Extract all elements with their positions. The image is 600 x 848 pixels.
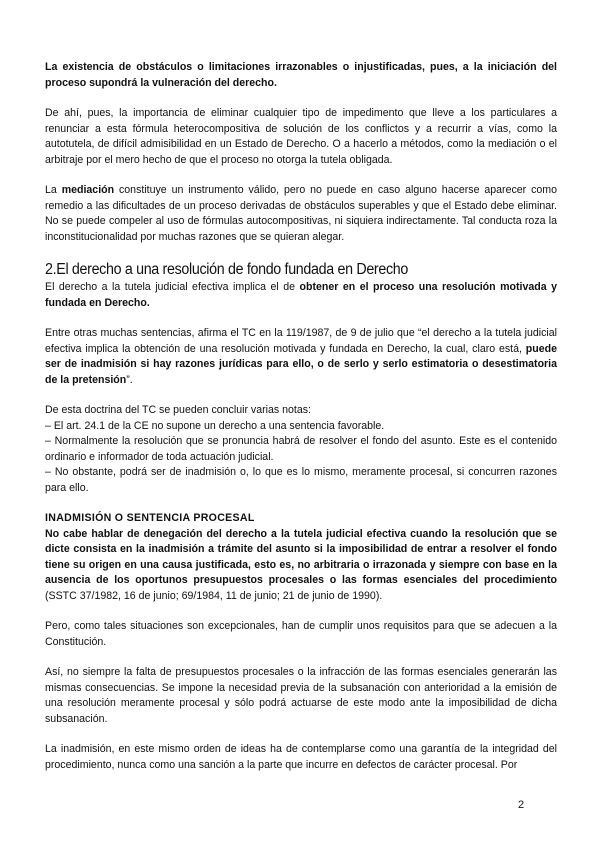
paragraph-obstacles: La existencia de obstáculos o limitaciones irrazonables o injustificadas, pues, a la iniciación del proceso supondrá la vulneración del derecho. [45, 61, 557, 89]
text-run: Entre otras muchas sentencias, afirma el TC en la 119/1987, de 9 de julio que “el derecho a la tutela judicial efectiva implica la obtención de una resolución motivada y fundada en Derecho, la cual, claro está, [45, 327, 557, 355]
note-item: – El art. 24.1 de la CE no supone un derecho a una sentencia favorable. [45, 419, 385, 432]
document-page [45, 60, 557, 773]
paragraph-subsanation: Así, no siempre la falta de presupuestos procesales o la infracción de las formas esenciales generarán las mismas consecuencias. Se impone la necesidad previa de la subsanación con anterioridad a la emisión de una resolución meramente procesal y sólo podrá actuarse de este modo ante la imposibilidad de dicha subsanación. [45, 666, 557, 725]
note-item: – Normalmente la resolución que se pronuncia habrá de resolver el fondo del asunto. Este es el contenido ordinario e informador de toda actuación judicial. [45, 435, 557, 463]
paragraph-mediation [45, 183, 557, 245]
text-run: constituye un instrumento válido, pero no puede en caso alguno hacerse aparecer como remedio a las dificultades de un proceso derivadas de obstáculos superables y que el Estado debe eliminar. No se puede compeler al uso de fórmulas autocompositivas, ni siquiera indirectamente. Tal conducta roza la inconstitucionalidad por muchas razones que se quieran alegar. [45, 184, 557, 243]
paragraph-guarantee: La inadmisión, en este mismo orden de ideas ha de contemplarse como una garantía de la integridad del procedimiento, nunca como una sanción a la parte que incurre en defectos de carácter procesal. Por [45, 743, 557, 771]
text-run: El derecho a la tutela judicial efectiva implica el de [45, 281, 300, 293]
text-run: ”. [126, 373, 133, 386]
emphasis-resolution: obtener en el proceso una resolución motivada y fundada en Derecho. [45, 281, 557, 309]
section-heading: 2.El derecho a una resolución de fondo fundada en Derecho [45, 261, 408, 278]
paragraph-requirements: Pero, como tales situaciones son excepcionales, han de cumplir unos requisitos para que se adecuen a la Constitución. [45, 620, 557, 648]
paragraph-notes-intro: De esta doctrina del TC se pueden concluir varias notas: [45, 404, 311, 416]
subheading-inadmission: INADMISIÓN O SENTENCIA PROCESAL [45, 512, 255, 524]
paragraph-tc-quote [45, 326, 557, 388]
emphasis-mediation: mediación [61, 184, 115, 196]
paragraph-right-definition [45, 280, 557, 311]
paragraph-denial [45, 527, 557, 605]
emphasis-denial: No cabe hablar de denegación del derecho a la tutela judicial efectiva cuando la resolución que se dicte consista en la inadmisión a trámite del asunto si la imposibilidad de entrar a resolver el fondo tiene su origen en una causa justificada, esto es, no arbitraria o irrazonada y siempre con base en la ausencia de los oportunos presupuestos procesales o las formas esenciales del procedimiento [45, 527, 557, 586]
page-number: 2 [518, 799, 525, 811]
note-item: – No obstante, podrá ser de inadmisión o, lo que es lo mismo, meramente procesal, si concurren razones para ello. [45, 466, 557, 494]
text-run: La [45, 184, 62, 196]
paragraph-importance: De ahí, pues, la importancia de eliminar cualquier tipo de impedimento que lleve a los particulares a renunciar a esta fórmula heterocompositiva de solución de los conflictos y a recurrir a vías, como la autotutela, de difícil admisibilidad en un Estado de Derecho. O a hacerlo a métodos, como la mediación o el arbitraje por el mero hecho de que el proceso no otorga la tutela obligada. [45, 107, 557, 166]
text-run: (SSTC 37/1982, 16 de junio; 69/1984, 11 de junio; 21 de junio de 1990). [45, 589, 383, 602]
emphasis-inadmission: puede ser de inadmisión si hay razones jurídicas para ello, o de serlo y serlo estimatoria o desestimatoria de la pretensión [45, 342, 557, 386]
